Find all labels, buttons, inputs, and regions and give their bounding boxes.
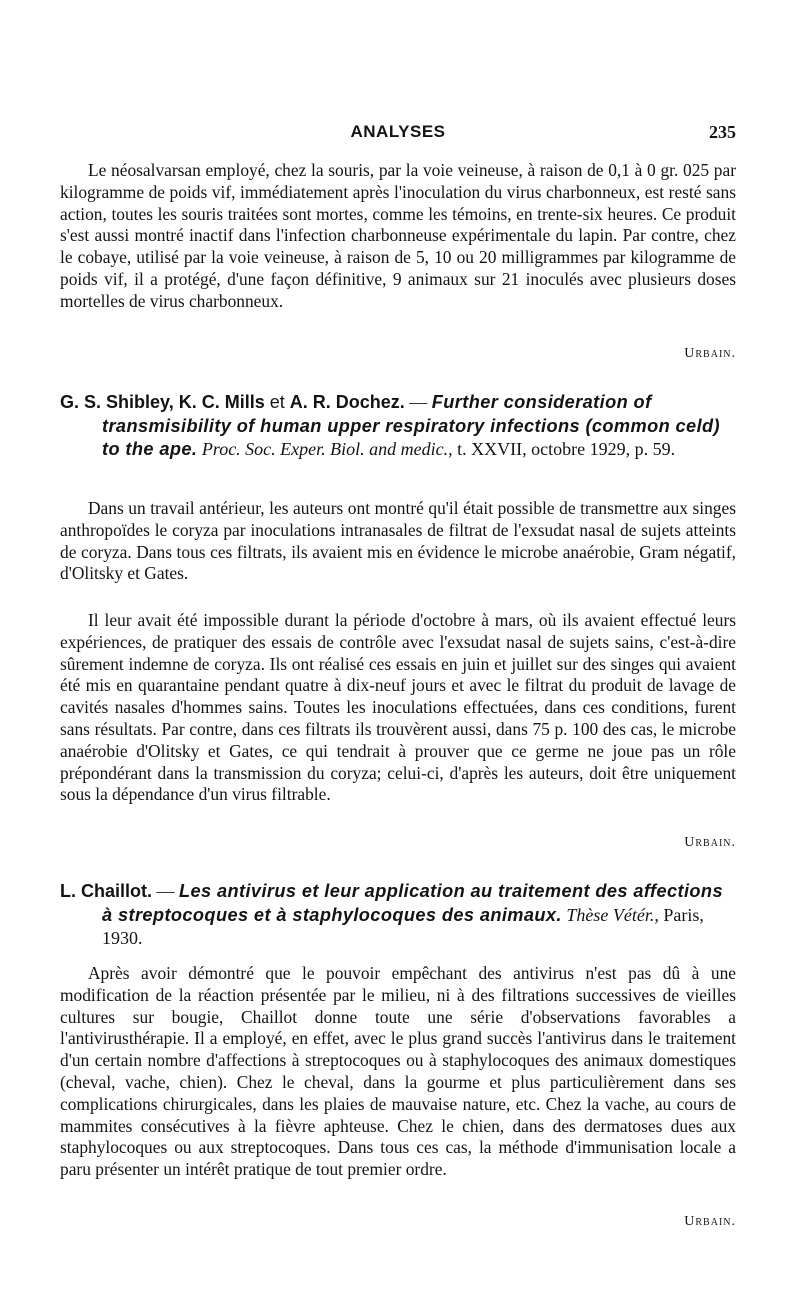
review3-title: Les antivirus et leur application au traitement des affections à streptocoques et à staphylocoques des animaux. (102, 881, 723, 925)
review3-body: Après avoir démontré que le pouvoir empêchant des antivirus n'est pas dû à une modification de la réaction présentée par le milieu, ni à des filtrations successives de vieilles cultures sur bougie, Chaillot donne toute une série d'observations favorables a l'antivirusthérapie. Il a employé, en effet, avec le plus grand succès l'antivirus dans le traitement d'un certain nombre d'affections à streptocoques ou à staphylocoques des animaux domestiques (cheval, vache, chien). Chez le cheval, dans la gourme et plus particulièrement dans ses complications chirurgicales, dans les plaies de mauvaise nature, etc. Chez la vache, au cours de mammites consécutives à la fièvre aphteuse. Chez le chien, dans des dermatoses dues aux staphylocoques ou aux streptocoques. Dans tous ces cas, la méthode d'immunisation locale a paru présenter un intérêt pratique de tout premier ordre. (60, 963, 736, 1180)
review1-signature: Urbain. (684, 346, 736, 361)
running-head (60, 118, 736, 148)
review2-journal: Proc. Soc. Exper. Biol. and medic., (197, 439, 453, 459)
review2-signature: Urbain. (684, 835, 736, 850)
review2-authors-2: A. R. Dochez. (289, 392, 405, 412)
running-title: ANALYSES (350, 122, 446, 141)
review2-dash: — (404, 392, 432, 412)
review2-paragraph-2: Il leur avait été impossible durant la période d'octobre à mars, où ils avaient effectué leurs expériences, de pratiquer des essais de contrôle avec l'exsudat nasal de sujets sains, c'est-à-dire sûrement indemne de coryza. Ils ont réalisé ces essais en juin et juillet sur des singes qui avaient été mis en quarantaine pendant quatre à dix-neuf jours et avec le filtrat du produit de lavage de cavités nasales d'hommes sains. Toutes les inoculations effectuées, dans ces conditions, furent sans résultats. Par contre, dans ces filtrats ils trouvèrent aussi, dans 75 p. 100 des cas, le microbe anaérobie d'Olitsky et Gates, ce qui tendrait à prouver que ce germe ne joue pas un rôle prépondérant dans la transmission du coryza; celui-ci, d'après les auteurs, doit être uniquement sous la dépendance d'un virus filtrable. (60, 610, 736, 805)
review1-body: Le néosalvarsan employé, chez la souris, par la voie veineuse, à raison de 0,1 à 0 gr. 025 par kilogramme de poids vif, immédiatement après l'inoculation du virus charbonneux, est resté sans action, toutes les souris traitées sont mortes, comme les témoins, en trente-six heures. Ce produit s'est aussi montré inactif dans l'infection charbonneuse expérimentale du lapin. Par contre, chez le cobaye, utilisé par la voie veineuse, à raison de 5, 10 ou 20 milligrammes par kilogramme de poids vif, il a protégé, d'une façon définitive, 9 animaux sur 21 inoculés avec plusieurs doses mortelles de virus charbonneux. (60, 160, 736, 311)
review2-authors-1: G. S. Shibley, K. C. Mills (60, 392, 265, 412)
review3-journal: Thèse Vétér., (561, 904, 659, 925)
review2-et: et (264, 392, 290, 412)
page-number: 235 (709, 122, 736, 142)
review2-title: Further consideration of transmisibility of human upper respiratory infections (common celd) to the ape. (102, 392, 720, 459)
review2-paragraph-1: Dans un travail antérieur, les auteurs ont montré qu'il était possible de transmettre aux singes anthropoïdes le coryza par inoculations intranasales de filtrat de l'exsudat nasal de sujets atteints de coryza. Dans tous ces filtrats, ils avaient mis en évidence le microbe anaérobie, Gram négatif, d'Olitsky et Gates. (60, 498, 736, 584)
review3-author: L. Chaillot. (60, 881, 152, 901)
review2-reference (60, 391, 736, 462)
review3-signature: Urbain. (684, 1214, 736, 1229)
review3-reference (60, 880, 736, 951)
review2-details: t. XXVII, octobre 1929, p. 59. (452, 439, 676, 459)
review3-details: Paris, 1930. (102, 904, 704, 948)
review3-dash: — (152, 881, 179, 901)
